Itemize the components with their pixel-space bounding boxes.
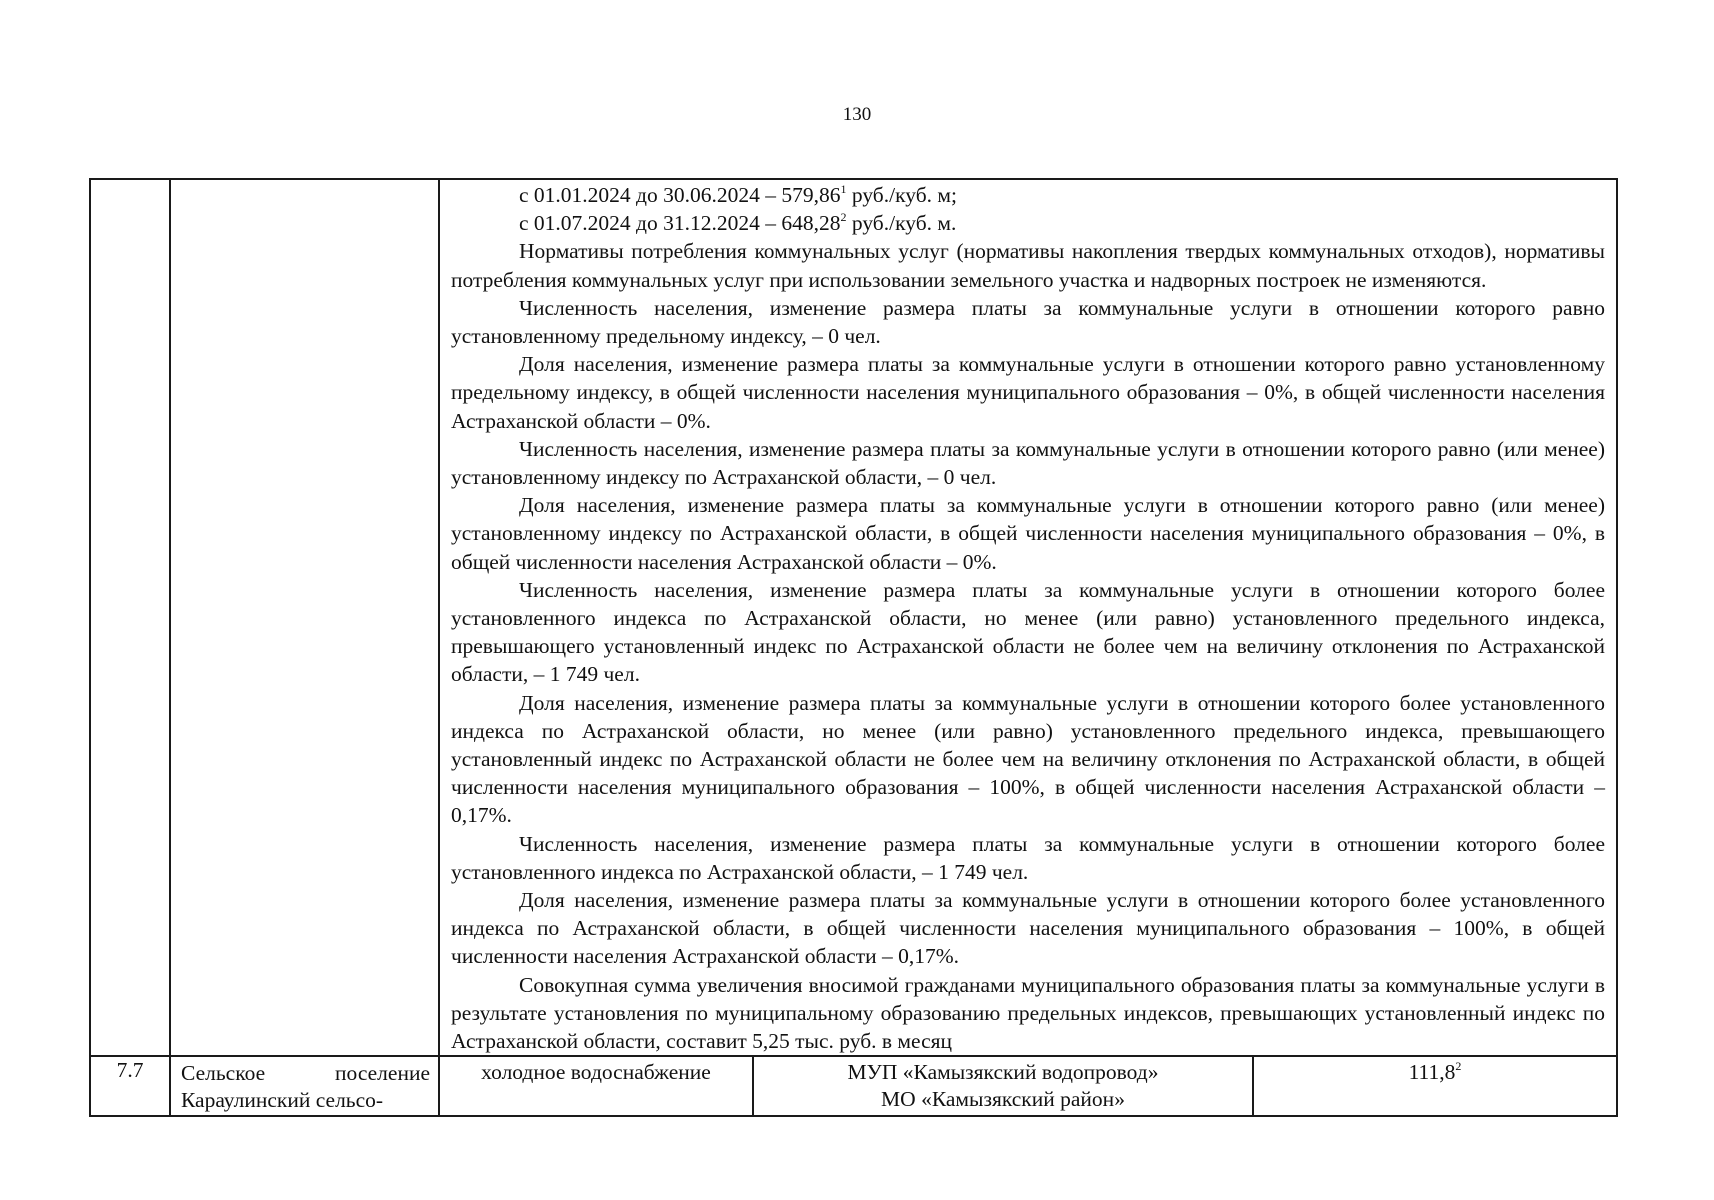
description-cell — [439, 179, 1617, 1056]
paragraph-share-deviation: Доля населения, изменение размера платы за коммунальные услуги в отношении которого более установленного индекса по Астраханской области, но менее (или равно) установленного предельного индекса, превышающего установленный индекс по Астраханской области не более чем на величину отклонения по Астраханской области, в общей численности населения муниципального образования – 100%, в общей численности населения Астраханской области – 0,17%. — [451, 690, 1605, 828]
tariff-table — [89, 178, 1618, 1117]
rate-line-2: с 01.07.2024 до 31.12.2024 – 648,28$^2$ руб./куб. м. — [519, 210, 957, 236]
index-value: 111,8$^2$ — [1253, 1056, 1617, 1116]
organization-name: МУП «Камызякский водопровод» МО «Камызякский район» — [753, 1056, 1253, 1116]
settlement-name: Сельское поселение Караулинский сельсо- — [170, 1056, 439, 1116]
paragraph-norms: Нормативы потребления коммунальных услуг (нормативы накопления твердых коммунальных отходов), нормативы потребления коммунальных услуг при использовании земельного участка и надворных построек не изменяются. — [451, 239, 1605, 292]
paragraph-population-deviation: Численность населения, изменение размера платы за коммунальные услуги в отношении которого более установленного индекса по Астраханской области, но менее (или равно) установленного предельного индекса, превышающего установленный индекс по Астраханской области не более чем на величину отклонения по Астраханской области, – 1 749 чел. — [451, 577, 1605, 687]
paragraph-population-above: Численность населения, изменение размера платы за коммунальные услуги в отношении которого более установленного индекса по Астраханской области, – 1 749 чел. — [451, 831, 1605, 884]
paragraph-share-above: Доля населения, изменение размера платы за коммунальные услуги в отношении которого более установленного индекса по Астраханской области, в общей численности населения муниципального образования – 100%, в общей численности населения Астраханской области – 0,17%. — [451, 888, 1605, 969]
row-number: 7.7 — [90, 1056, 170, 1116]
table-row-continued — [90, 179, 1617, 1056]
paragraph-population-index: Численность населения, изменение размера платы за коммунальные услуги в отношении которого равно (или менее) установленному индексу по Астраханской области, – 0 чел. — [451, 436, 1605, 490]
paragraph-population-limit: Численность населения, изменение размера платы за коммунальные услуги в отношении которого равно установленному предельному индексу, – 0 чел. — [451, 295, 1605, 349]
paragraph-total-sum: Совокупная сумма увеличения вносимой гражданами муниципального образования платы за коммунальные услуги в результате установления по муниципальному образованию предельных индексов, превышающих установленный индекс по Астраханской области, составит 5,25 тыс. руб. в месяц — [451, 972, 1605, 1054]
paragraph-share-index: Доля населения, изменение размера платы за коммунальные услуги в отношении которого равно (или менее) установленному индексу по Астраханской области, в общей численности населения муниципального образования – 0%, в общей численности населения Астраханской области – 0%. — [451, 493, 1605, 574]
footnote-marker: 2 — [1455, 1059, 1462, 1074]
table-row-7-7 — [90, 1056, 1617, 1116]
footnote-marker: 1 — [840, 182, 847, 196]
footnote-marker: 2 — [840, 210, 847, 225]
page-number: 130 — [842, 104, 872, 125]
rate-line-1: с 01.01.2024 до 30.06.2024 – 579,86$^1$ руб./куб. м; — [519, 182, 957, 207]
service-type: холодное водоснабжение — [439, 1056, 753, 1116]
name-cell-empty — [170, 179, 439, 1056]
number-cell-empty — [90, 179, 170, 1056]
paragraph-share-limit: Доля населения, изменение размера платы за коммунальные услуги в отношении которого равно установленному предельному индексу, в общей численности населения муниципального образования – 0%, в общей численности населения Астраханской области – 0%. — [451, 352, 1605, 433]
